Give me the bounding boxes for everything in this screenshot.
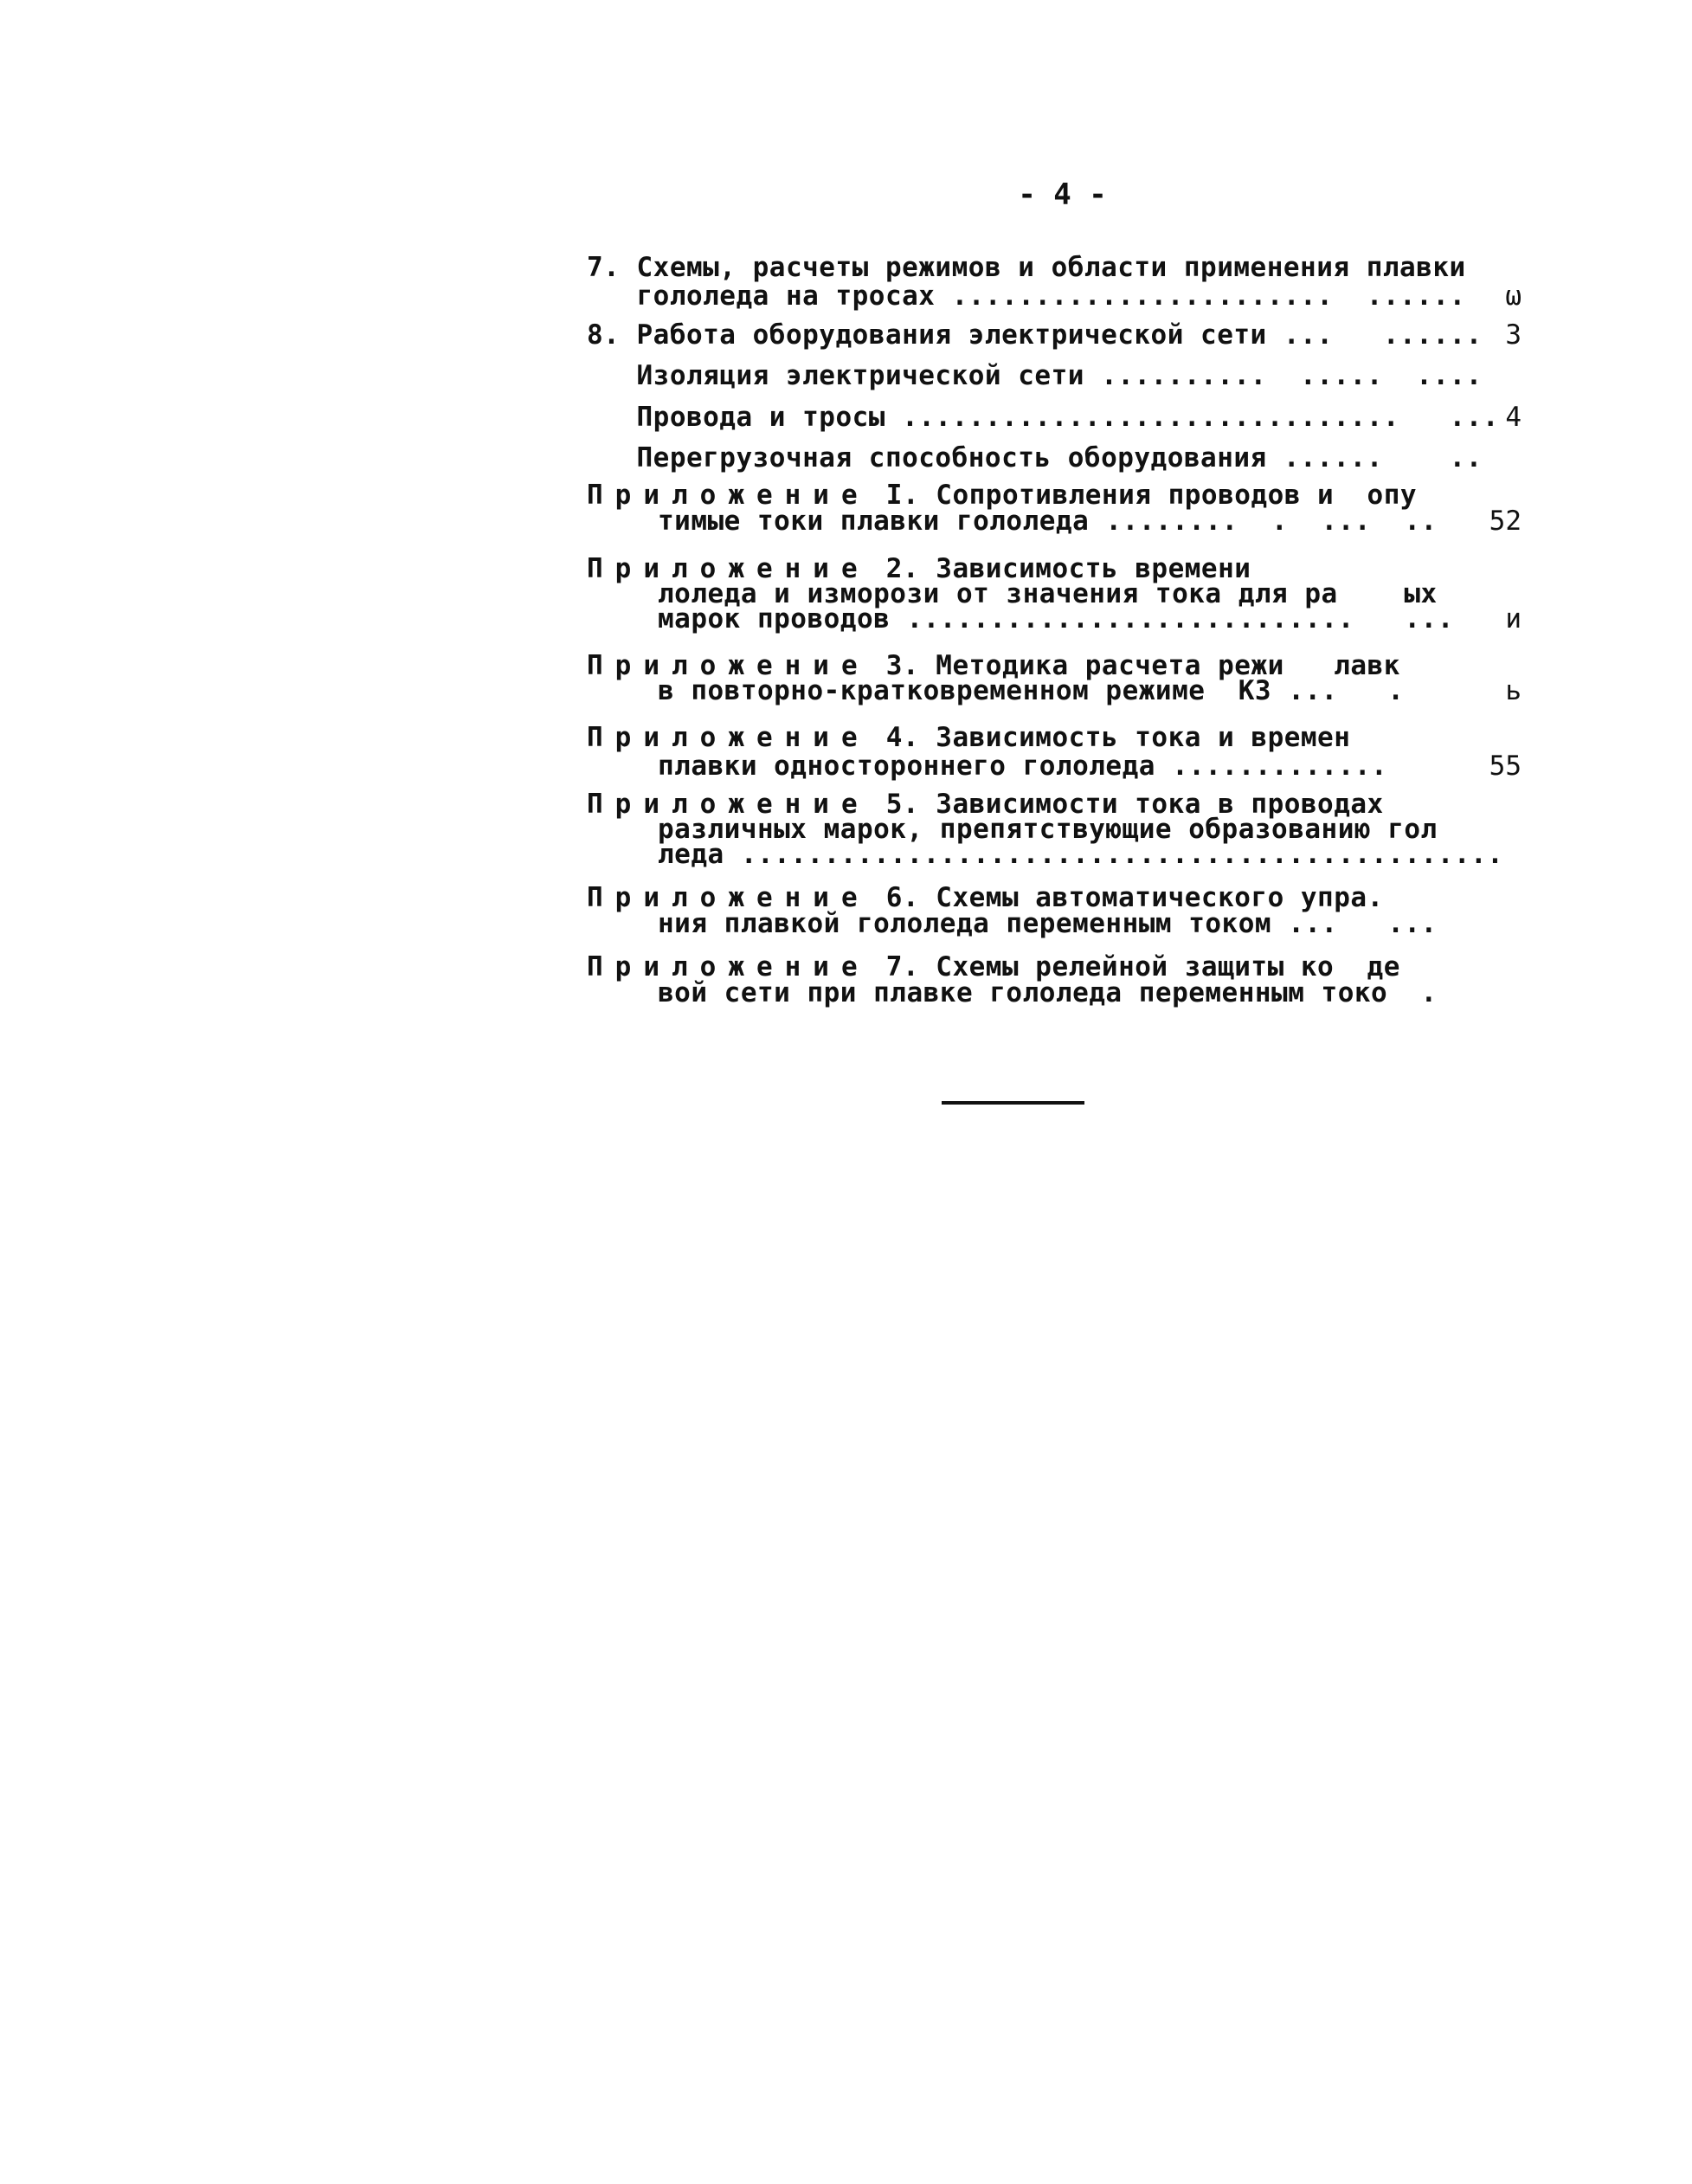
- toc-entry-title: 5. Зависимости тока в проводах: [869, 789, 1384, 820]
- toc-page-number: 55: [1489, 751, 1522, 782]
- toc-entry-line: ния плавкой гололеда переменным током ... ...: [658, 908, 1438, 939]
- toc-entry-title: 6. Схемы автоматического упра.: [869, 882, 1384, 913]
- toc-page-number: и: [1505, 603, 1522, 635]
- toc-entry-line: леда ..............................................: [658, 839, 1504, 870]
- toc-entry-line: 7. Схемы, расчеты режимов и области применения плавки: [587, 252, 1466, 283]
- toc-entry-title: 2. Зависимость времени: [869, 553, 1318, 584]
- toc-entry-title: 4. Зависимость тока и времен: [869, 722, 1351, 753]
- toc-entry-line: [587, 723, 1350, 752]
- toc-entry-line: марок проводов ........................... ...: [658, 603, 1454, 635]
- toc-entry-title: I. Сопротивления проводов и опу: [869, 480, 1418, 511]
- toc-entry-title: 3. Методика расчета режи лавк: [869, 650, 1400, 681]
- toc-entry-line: лоледа и изморози от значения тока для ра ых: [658, 578, 1438, 609]
- toc-entry-line: 8. Работа оборудования электрической сети ... ......: [587, 319, 1483, 351]
- appendix-label: Приложение: [587, 951, 870, 982]
- toc-entry-line: Провода и тросы .............................. ...: [587, 402, 1499, 433]
- toc-page-number: 3: [1505, 319, 1522, 351]
- toc-entry-line: Изоляция электрической сети .......... ..... ....: [587, 360, 1483, 391]
- appendix-label: Приложение: [587, 882, 870, 913]
- appendix-label: Приложение: [587, 553, 870, 584]
- appendix-label: Приложение: [587, 722, 870, 753]
- toc-entry-line: Перегрузочная способность оборудования ...... ..: [587, 442, 1483, 474]
- appendix-label: Приложение: [587, 480, 870, 511]
- toc-entry-line: вой сети при плавке гололеда переменным токо .: [658, 977, 1438, 1008]
- closing-rule: [942, 1101, 1084, 1105]
- toc-entry-title: 7. Схемы релейной защиты ко де: [869, 951, 1400, 982]
- toc-page-number: ь: [1505, 675, 1522, 706]
- toc-page-number: 52: [1489, 506, 1522, 537]
- appendix-label: Приложение: [587, 789, 870, 820]
- toc-entry-line: тимые токи плавки гололеда ........ . ... ..: [658, 506, 1438, 537]
- toc-entry-line: гололеда на тросах ....................... ......: [587, 280, 1466, 312]
- toc-page-number: ω: [1505, 280, 1522, 312]
- toc-entry-line: различных марок, препятствующие образованию гол: [658, 814, 1438, 845]
- toc-entry-line: в повторно-кратковременном режиме КЗ ... .: [658, 675, 1405, 706]
- page-number: - 4 -: [1018, 177, 1107, 212]
- toc-page-number: 4: [1505, 402, 1522, 433]
- toc-entry-line: плавки одностороннего гололеда .............: [658, 751, 1388, 782]
- appendix-label: Приложение: [587, 650, 870, 681]
